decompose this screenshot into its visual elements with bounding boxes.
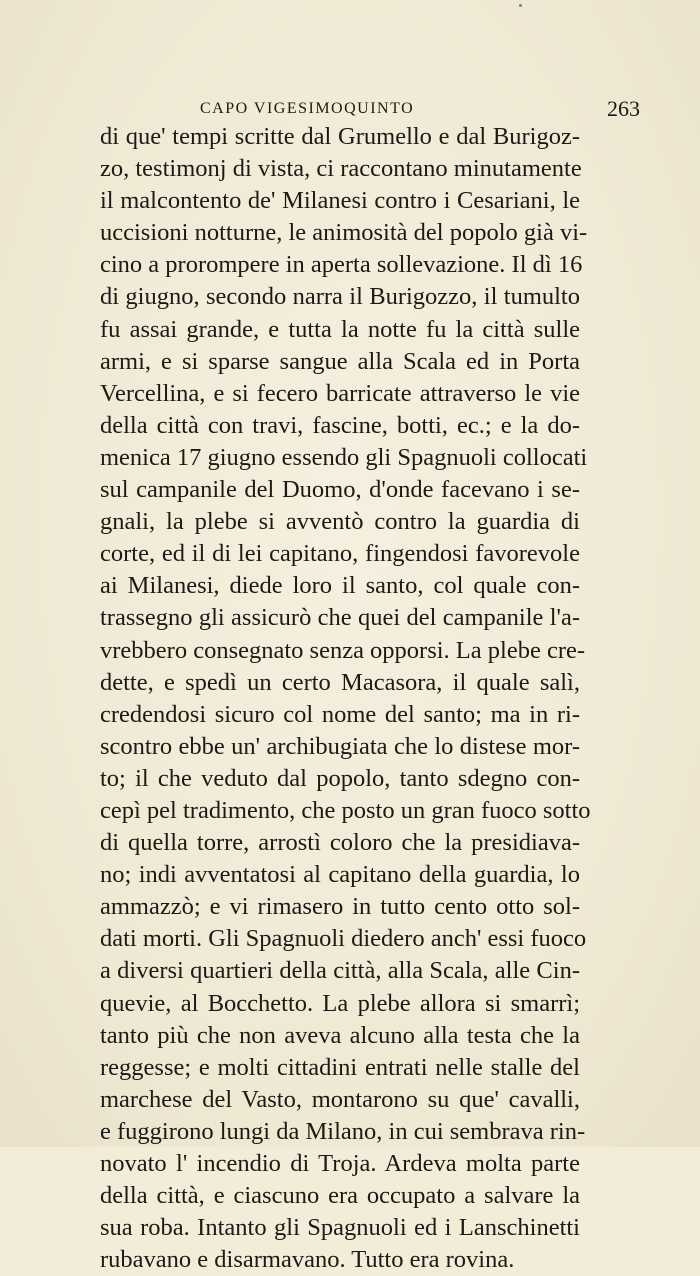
text-line: no; indi avventatosi al capitano della guardia, lo	[100, 861, 580, 889]
text-line: marchese del Vasto, montarono su que' cavalli,	[100, 1085, 580, 1113]
chapter-title: CAPO VIGESIMOQUINTO	[200, 100, 415, 117]
text-line: cepì pel tradimento, che posto un gran fuoco sotto	[100, 796, 591, 824]
text-line: di que' tempi scritte dal Grumello e dal Burigoz-	[100, 123, 580, 150]
text-line: novato l' incendio di Troja. Ardeva molta parte	[100, 1150, 580, 1177]
text-line: il malcontento de' Milanesi contro i Cesariani, le	[100, 187, 580, 215]
text-line: della città con travi, fascine, botti, ec.; e la do-	[100, 411, 580, 439]
text-line: sul campanile del Duomo, d'onde facevano i se-	[100, 476, 580, 504]
text-line: sua roba. Intanto gli Spagnuoli ed i Lanschinetti	[100, 1214, 580, 1242]
text-line: dette, e spedì un certo Macasora, il quale salì,	[100, 668, 580, 696]
text-line: a diversi quartieri della città, alla Scala, alle Cin-	[100, 957, 580, 985]
text-line: della città, e ciascuno era occupato a salvare la	[100, 1182, 580, 1210]
text-line: dati morti. Gli Spagnuoli diedero anch' essi fuoco	[100, 925, 587, 953]
text-line: ai Milanesi, diede loro il santo, col quale con-	[100, 572, 580, 600]
text-line: quevie, al Bocchetto. La plebe allora si smarrì;	[100, 989, 580, 1017]
text-line: gnali, la plebe si avventò contro la guardia di	[100, 508, 580, 536]
text-line: di giugno, secondo narra il Burigozzo, il tumulto	[100, 283, 580, 311]
text-line: vrebbero consegnato senza opporsi. La plebe cre-	[100, 636, 586, 664]
text-line: fu assai grande, e tutta la notte fu la città sulle	[100, 315, 580, 343]
page-number: 263	[607, 96, 640, 121]
text-line: di quella torre, arrostì coloro che la presidiava-	[100, 829, 580, 857]
text-line: scontro ebbe un' archibugiata che lo distese mor-	[100, 732, 580, 760]
text-line: e fuggirono lungi da Milano, in cui sembrava rin-	[100, 1117, 586, 1145]
body-text	[100, 121, 591, 1276]
text-line: ammazzò; e vi rimasero in tutto cento otto sol-	[100, 893, 580, 921]
text-line: cino a prorompere in aperta sollevazione. Il dì 16	[100, 251, 583, 279]
text-line: tanto più che non aveva alcuno alla testa che la	[100, 1021, 580, 1049]
text-line: corte, ed il di lei capitano, fingendosi favorevole	[100, 540, 580, 568]
paper-speck	[519, 4, 522, 7]
text-line: to; il che veduto dal popolo, tanto sdegno con-	[100, 764, 580, 792]
text-line: trassegno gli assicurò che quei del campanile l'a-	[100, 604, 580, 632]
text-line: rubavano e disarmavano. Tutto era rovina.	[100, 1246, 515, 1274]
text-line: credendosi sicuro col nome del santo; ma in ri-	[100, 700, 580, 728]
text-line: menica 17 giugno essendo gli Spagnuoli collocati	[100, 443, 588, 471]
text-line: uccisioni notturne, le animosità del popolo già vi-	[100, 219, 588, 247]
text-line: zo, testimonj di vista, ci raccontano minutamente	[100, 155, 582, 183]
text-line: Vercellina, e si fecero barricate attraverso le vie	[100, 379, 580, 407]
text-line: armi, e si sparse sangue alla Scala ed in Porta	[100, 347, 580, 375]
text-line: reggesse; e molti cittadini entrati nelle stalle del	[100, 1053, 580, 1081]
